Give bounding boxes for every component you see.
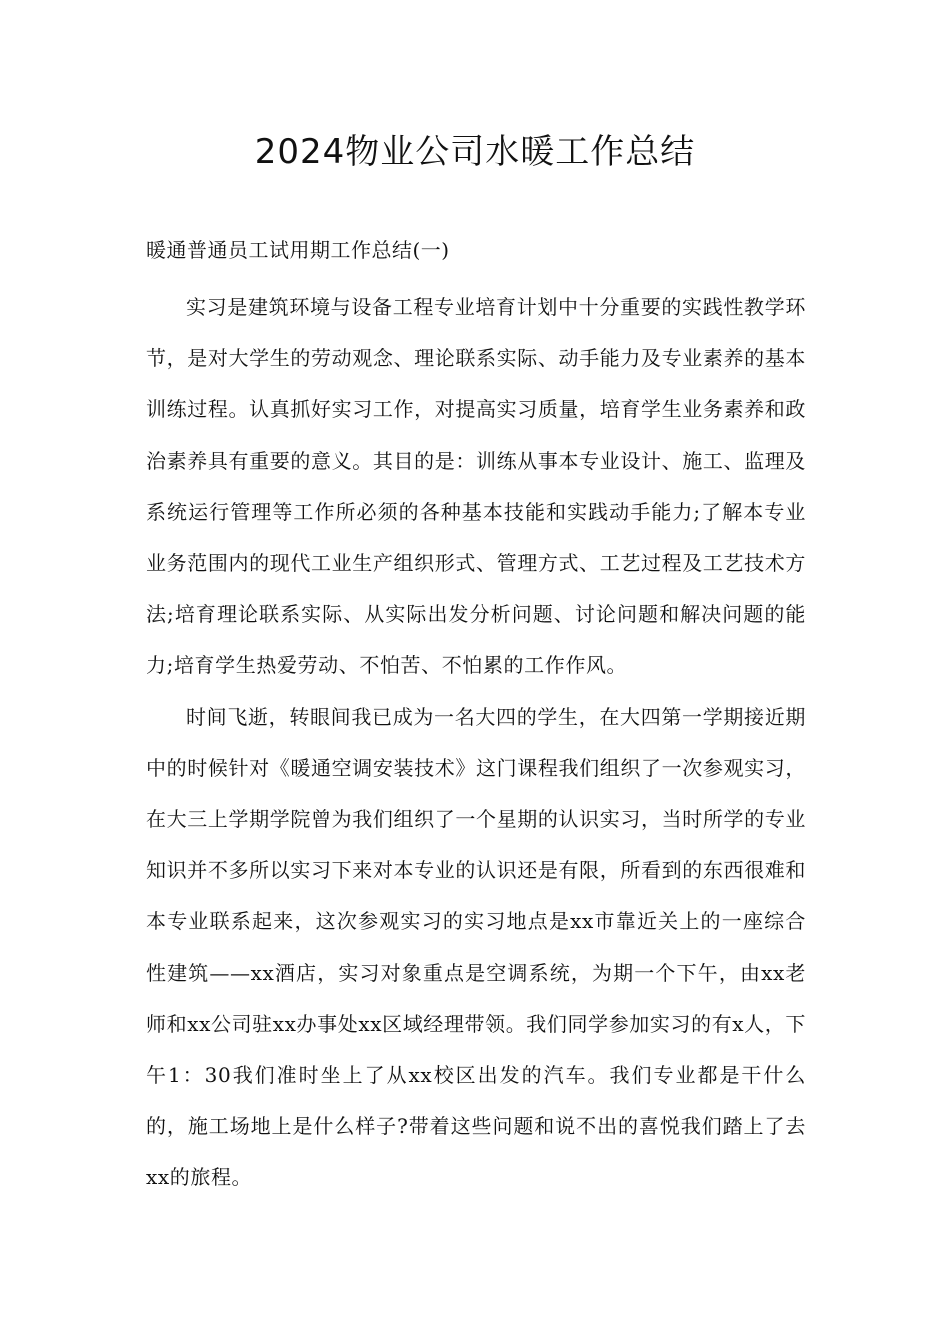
document-title: 2024物业公司水暖工作总结	[254, 132, 696, 172]
body-paragraph-1: 实习是建筑环境与设备工程专业培育计划中十分重要的实践性教学环节，是对大学生的劳动观念、理论联系实际、动手能力及专业素养的基本训练过程。认真抓好实习工作，对提高实习质量，培育学生业务素养和政治素养具有重要的意义。其目的是：训练从事本专业设计、施工、监理及系统运行管理等工作所必须的各种基本技能和实践动手能力;了解本专业业务范围内的现代工业生产组织形式、管理方式、工艺过程及工艺技术方法;培育理论联系实际、从实际出发分析问题、讨论问题和解决问题的能力;培育学生热爱劳动、不怕苦、不怕累的工作作风。	[146, 295, 806, 678]
document-body	[146, 232, 806, 1204]
section-heading: 暖通普通员工试用期工作总结(一)	[146, 238, 450, 262]
body-paragraph-2: 时间飞逝，转眼间我已成为一名大四的学生，在大四第一学期接近期中的时候针对《暖通空调安装技术》这门课程我们组织了一次参观实习，在大三上学期学院曾为我们组织了一个星期的认识实习，当时所学的专业知识并不多所以实习下来对本专业的认识还是有限，所看到的东西很难和本专业联系起来，这次参观实习的实习地点是xx市靠近关上的一座综合性建筑——xx酒店，实习对象重点是空调系统，为期一个下午，由xx老师和xx公司驻xx办事处xx区域经理带领。我们同学参加实习的有x人，下午1：30我们准时坐上了从xx校区出发的汽车。我们专业都是干什么的，施工场地上是什么样子?带着这些问题和说不出的喜悦我们踏上了去xx的旅程。	[146, 704, 806, 1190]
